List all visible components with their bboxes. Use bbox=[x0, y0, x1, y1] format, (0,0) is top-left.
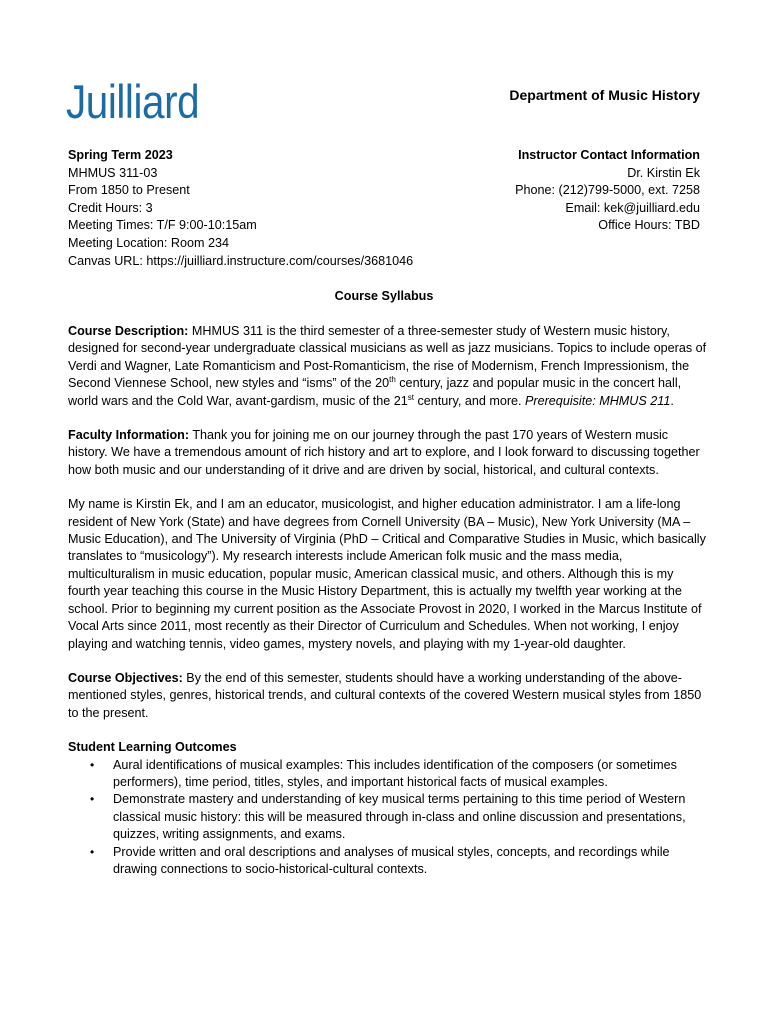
course-subtitle: From 1850 to Present bbox=[68, 183, 190, 198]
outcomes-heading: Student Learning Outcomes bbox=[68, 740, 237, 755]
list-item bbox=[68, 844, 708, 879]
description-label: Course Description: bbox=[68, 324, 189, 338]
faculty-information bbox=[68, 427, 708, 479]
faculty-text: Thank you for joining me on our journey through the past 170 years of Western music history. We have a tremendous amount of rich history and art to explore, and I look forward to discussing together how both music and our understanding of it drive and are driven by social, historical, and cultural contexts. bbox=[68, 428, 700, 477]
canvas-url: Canvas URL: https://juilliard.instructure.com/courses/3681046 bbox=[68, 253, 414, 268]
juilliard-logo: Juilliard bbox=[66, 75, 200, 128]
meeting-location: Meeting Location: Room 234 bbox=[68, 235, 230, 250]
course-description bbox=[68, 323, 708, 410]
bullet-icon: • bbox=[90, 844, 95, 859]
outcome-text: Aural identifications of musical examples: This includes identification of the composers (or sometimes performers), time period, titles, styles, and important historical facts of musical examples. bbox=[113, 757, 677, 789]
instructor-phone: Phone: (212)799-5000, ext. 7258 bbox=[515, 183, 700, 198]
course-objectives bbox=[68, 670, 708, 722]
instructor-email: Email: kek@juilliard.edu bbox=[565, 200, 700, 215]
instructor-name: Dr. Kirstin Ek bbox=[627, 165, 700, 180]
term: Spring Term 2023 bbox=[68, 148, 173, 162]
list-item bbox=[68, 791, 708, 843]
instructor-heading: Instructor Contact Information bbox=[518, 148, 700, 162]
instructor-info bbox=[515, 147, 700, 235]
office-hours: Office Hours: TBD bbox=[598, 218, 700, 233]
credit-hours: Credit Hours: 3 bbox=[68, 200, 153, 215]
outcome-text: Provide written and oral descriptions and analyses of musical styles, concepts, and recordings while drawing connections to socio-historical-cultural contexts. bbox=[113, 844, 670, 876]
syllabus-body bbox=[68, 323, 708, 878]
faculty-label: Faculty Information: bbox=[68, 428, 190, 443]
course-code: MHMUS 311-03 bbox=[68, 165, 158, 180]
outcome-text: Demonstrate mastery and understanding of key musical terms pertaining to this time period of Western classical music history: this will be measured through in-class and online discussion and presentations, quizzes, writing assignments, and exams. bbox=[113, 792, 686, 842]
bullet-icon: • bbox=[90, 757, 95, 772]
instructor-bio: My name is Kirstin Ek, and I am an educator, musicologist, and higher education administrator. I am a life-long resident of New York (State) and have degrees from Cornell University (BA – Music), New York University (MA – Music Education), and The University of Virginia (PhD – Critical and Comparative Studies in Music, which basically translates to “musicology”). My research interests include American folk music and the mass media, multiculturalism in music education, popular music, American classical music, and others. Although this is my fourth year teaching this course in the Music History Department, this is actually my twelfth year working at the school. Prior to beginning my current position as the Associate Provost in 2020, I worked in the Marcus Institute of Vocal Arts since 2011, most recently as their Director of Curriculum and Schedules. When not working, I enjoy playing and watching tennis, video games, mystery novels, and playing with my 1-year-old daughter. bbox=[68, 497, 706, 651]
superscript: th bbox=[389, 375, 396, 385]
objectives-label: Course Objectives: bbox=[68, 670, 183, 685]
description-text: . bbox=[670, 393, 674, 408]
description-text: century, jazz and popular music in the concert hall, world wars and the Cold War, avant-gardism, music of the 21 bbox=[68, 376, 682, 408]
list-item bbox=[68, 757, 708, 792]
prerequisite: Prerequisite: MHMUS 211 bbox=[525, 393, 671, 408]
description-text: MHMUS 311 is the third semester of a three-semester study of Western music history, designed for second-year undergraduate classical musicians as well as jazz musicians. Topics to include operas of Verdi and Wagner, Late Romanticism and Post-Romanticism, the rise of Modernism, French Impressionism, the Second Viennese School, new styles and “isms” of the 20 bbox=[68, 324, 707, 391]
superscript: st bbox=[407, 392, 414, 402]
syllabus-title: Course Syllabus bbox=[334, 289, 434, 303]
bullet-icon: • bbox=[90, 792, 95, 807]
description-text: century, and more. bbox=[413, 393, 526, 408]
objectives-text: By the end of this semester, students should have a working understanding of the above-mentioned styles, genres, historical trends, and cultural contexts of the covered Western musical styles from 1850 to the present. bbox=[68, 670, 702, 720]
course-info bbox=[68, 147, 413, 270]
department-name: Department of Music History bbox=[509, 87, 700, 103]
meeting-times: Meeting Times: T/F 9:00-10:15am bbox=[68, 218, 257, 233]
outcomes-list bbox=[68, 757, 708, 879]
